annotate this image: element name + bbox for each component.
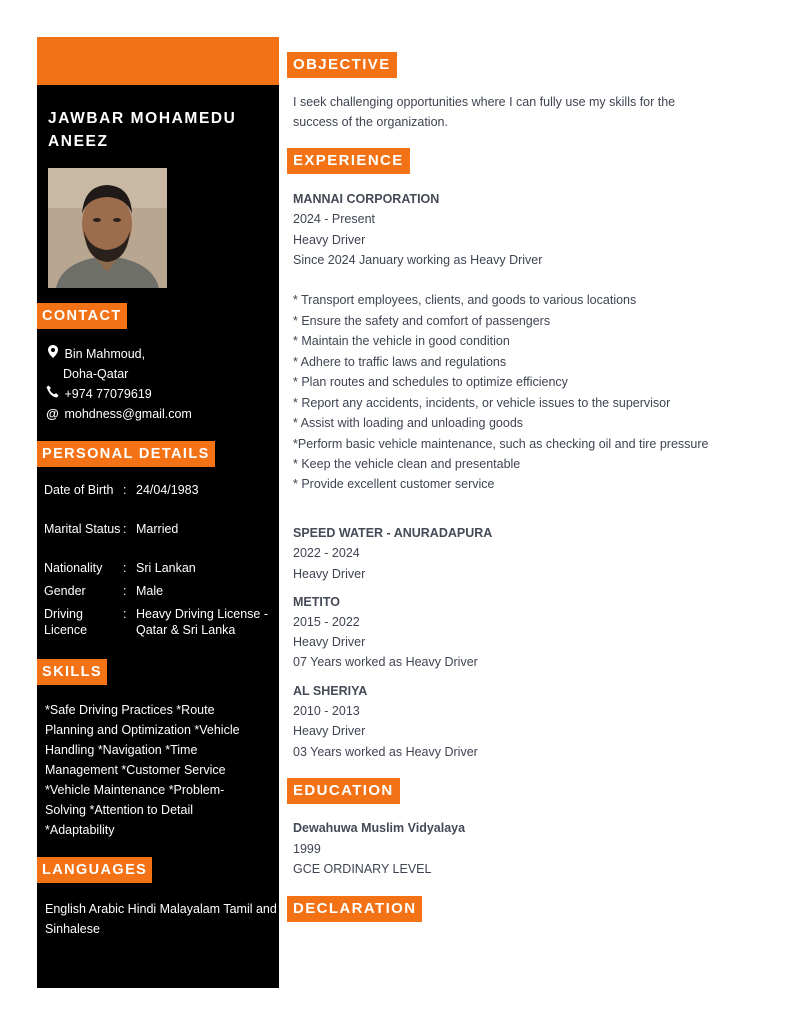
job-period: 2015 - 2022	[293, 615, 360, 629]
pd-colon: :	[123, 483, 127, 497]
job-role: Heavy Driver	[293, 635, 366, 649]
pd-colon: :	[123, 561, 127, 575]
contact-heading: CONTACT	[37, 303, 127, 329]
job-company: MANNAI CORPORATION	[293, 192, 440, 206]
sidebar-accent-bar	[37, 37, 279, 85]
sidebar	[37, 37, 279, 988]
contact-phone	[44, 384, 152, 404]
email-address[interactable]: mohdness@gmail.com	[64, 407, 192, 421]
pd-colon: :	[123, 607, 127, 621]
pd-label: Gender	[44, 584, 86, 598]
education-level: GCE ORDINARY LEVEL	[293, 862, 432, 876]
job-note: Since 2024 January working as Heavy Driver	[293, 253, 543, 267]
contact-email	[44, 404, 192, 424]
job-duty: * Plan routes and schedules to optimize efficiency	[293, 375, 568, 389]
pd-value: Male	[136, 584, 164, 598]
pd-value: Married	[136, 522, 179, 536]
job-note: 07 Years worked as Heavy Driver	[293, 655, 478, 669]
job-duty: * Maintain the vehicle in good condition	[293, 334, 510, 348]
job-role: Heavy Driver	[293, 724, 366, 738]
pd-value: Heavy Driving License - Qatar & Sri Lanka	[136, 607, 268, 637]
job-company: SPEED WATER - ANURADAPURA	[293, 526, 493, 540]
job-period: 2010 - 2013	[293, 704, 360, 718]
profile-photo	[48, 168, 167, 288]
pd-colon: :	[123, 522, 127, 536]
job-note: 03 Years worked as Heavy Driver	[293, 745, 478, 759]
education-school: Dewahuwa Muslim Vidyalaya	[293, 821, 466, 835]
education-year: 1999	[293, 842, 321, 856]
location-pin-icon	[44, 345, 61, 365]
pd-label: Marital Status	[44, 522, 121, 536]
job-company: AL SHERIYA	[293, 684, 368, 698]
job-duty: * Adhere to traffic laws and regulations	[293, 355, 507, 369]
job-duty: * Assist with loading and unloading goods	[293, 416, 524, 430]
candidate-name: JAWBAR MOHAMEDU ANEEZ	[48, 110, 237, 150]
skills-text: *Safe Driving Practices *Route Planning and Optimization *Vehicle Handling *Navigation *Time Management *Customer Service *Vehicle Maintenance *Problem-Solving *Attention to Detail *Adaptability	[45, 703, 240, 837]
at-sign-icon: @	[46, 406, 59, 421]
job-duty: * Provide excellent customer service	[293, 477, 495, 491]
job-duty: * Keep the vehicle clean and presentable	[293, 457, 521, 471]
education-heading: EDUCATION	[287, 778, 400, 804]
experience-heading: EXPERIENCE	[287, 148, 410, 174]
phone-icon	[44, 385, 61, 405]
declaration-heading: DECLARATION	[287, 896, 422, 922]
languages-heading: LANGUAGES	[37, 857, 152, 883]
pd-label: Nationality	[44, 561, 103, 575]
job-role: Heavy Driver	[293, 233, 366, 247]
job-duty: * Ensure the safety and comfort of passengers	[293, 314, 551, 328]
pd-colon: :	[123, 584, 127, 598]
contact-address-line-2	[63, 364, 128, 384]
personal-details-heading: PERSONAL DETAILS	[37, 441, 215, 467]
job-duty: * Report any accidents, incidents, or vehicle issues to the supervisor	[293, 396, 671, 410]
phone-number[interactable]: +974 77079619	[64, 387, 152, 401]
objective-heading: OBJECTIVE	[287, 52, 397, 78]
job-duty: * Transport employees, clients, and goods to various locations	[293, 293, 637, 307]
pd-value: 24/04/1983	[136, 483, 199, 497]
objective-line-1: I seek challenging opportunities where I can fully use my skills for the	[293, 95, 676, 109]
address-line-2: Doha-Qatar	[63, 367, 129, 381]
job-period: 2022 - 2024	[293, 546, 360, 560]
job-duty: *Perform basic vehicle maintenance, such as checking oil and tire pressure	[293, 437, 709, 451]
pd-value: Sri Lankan	[136, 561, 196, 575]
languages-text: English Arabic Hindi Malayalam Tamil and Sinhalese	[45, 902, 277, 936]
job-period: 2024 - Present	[293, 212, 375, 226]
job-company: METITO	[293, 595, 340, 609]
address-line-1: Bin Mahmoud,	[64, 347, 146, 361]
pd-label: Date of Birth	[44, 483, 114, 497]
objective-line-2: success of the organization.	[293, 115, 448, 129]
pd-label: Driving Licence	[44, 607, 88, 637]
skills-heading: SKILLS	[37, 659, 107, 685]
job-role: Heavy Driver	[293, 567, 366, 581]
contact-address	[44, 344, 145, 364]
